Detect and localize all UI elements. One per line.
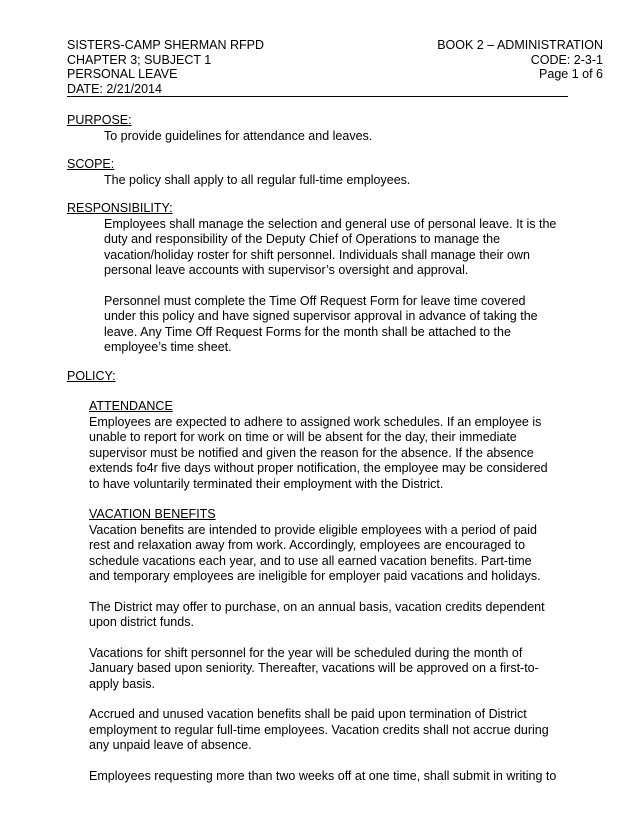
text-line: employee’s time sheet.	[104, 340, 232, 354]
text-line: Vacations for shift personnel for the year will be scheduled during the month of	[89, 645, 523, 660]
page-header	[67, 38, 603, 96]
text-line: apply basis.	[89, 676, 156, 691]
text-line: The District may offer to purchase, on an annual basis, vacation credits dependent	[89, 599, 545, 614]
header-page-number: Page 1 of 6	[539, 67, 603, 81]
text-line: Accrued and unused vacation benefits shall be paid upon termination of District	[89, 707, 527, 721]
header-title: PERSONAL LEAVE	[67, 67, 178, 81]
vacation-benefits-heading: VACATION BENEFITS	[89, 507, 216, 521]
text-line: leave. Any Time Off Request Forms for the month shall be attached to the	[104, 324, 511, 339]
purpose-heading: PURPOSE:	[67, 113, 132, 127]
scope-text: The policy shall apply to all regular full-time employees.	[104, 172, 411, 187]
vacation-paragraph-5	[89, 769, 587, 785]
header-date: DATE: 2/21/2014	[67, 81, 162, 96]
text-line: employment to regular full-time employees. Vacation credits shall not accrue during	[89, 722, 549, 737]
header-book: BOOK 2 – ADMINISTRATION	[437, 38, 603, 52]
text-line: upon district funds.	[89, 615, 194, 629]
responsibility-paragraph-2	[104, 294, 587, 356]
attendance-heading: ATTENDANCE	[89, 399, 173, 413]
text-line: unable to report for work on time or will be absent for the day, their immediate	[89, 430, 517, 444]
text-line: Personnel must complete the Time Off Request Form for leave time covered	[104, 293, 526, 308]
text-line: and temporary employees are ineligible for employer paid vacations and holidays.	[89, 569, 541, 583]
purpose-text: To provide guidelines for attendance and leaves.	[104, 128, 373, 143]
text-line: under this policy and have signed supervisor approval in advance of taking the	[104, 309, 538, 323]
text-line: January based upon seniority. Thereafter, vacations will be approved on a first-to-	[89, 661, 539, 675]
vacation-paragraph-3	[89, 646, 587, 693]
text-line: vacation/holiday roster for shift personnel. Individuals shall manage their own	[104, 247, 530, 262]
text-line: extends fo4r five days without proper notification, the employee may be considered	[89, 461, 548, 475]
text-line: rest and relaxation away from work. Accordingly, employees are encouraged to	[89, 538, 526, 552]
header-divider	[67, 96, 568, 97]
text-line: duty and responsibility of the Deputy Chief of Operations to manage the	[104, 232, 501, 246]
policy-heading: POLICY:	[67, 368, 116, 383]
text-line: Employees requesting more than two weeks off at one time, shall submit in writing to	[89, 768, 557, 783]
scope-heading: SCOPE:	[67, 157, 115, 171]
document-body	[67, 113, 587, 784]
text-line: personal leave accounts with supervisor’s oversight and approval.	[104, 263, 469, 277]
header-chapter: CHAPTER 3; SUBJECT 1	[67, 52, 212, 67]
text-line: Vacation benefits are intended to provide eligible employees with a period of paid	[89, 522, 537, 537]
text-line: to have voluntarily terminated their employment with the District.	[89, 476, 444, 491]
vacation-paragraph-1	[89, 523, 587, 585]
text-line: Employees are expected to adhere to assigned work schedules. If an employee is	[89, 414, 542, 429]
vacation-paragraph-4	[89, 707, 587, 754]
responsibility-paragraph-1	[104, 217, 587, 279]
text-line: schedule vacations each year, and to use all earned vacation benefits. Part-time	[89, 553, 532, 568]
responsibility-heading: RESPONSIBILITY:	[67, 201, 173, 215]
attendance-paragraph	[89, 415, 587, 493]
header-code: CODE: 2-3-1	[530, 52, 603, 67]
text-line: Employees shall manage the selection and general use of personal leave. It is the	[104, 216, 557, 231]
text-line: supervisor must be notified and given the reason for the absence. If the absence	[89, 445, 534, 460]
header-org: SISTERS-CAMP SHERMAN RFPD	[67, 38, 265, 52]
vacation-paragraph-2	[89, 600, 587, 631]
text-line: any unpaid leave of absence.	[89, 738, 252, 752]
